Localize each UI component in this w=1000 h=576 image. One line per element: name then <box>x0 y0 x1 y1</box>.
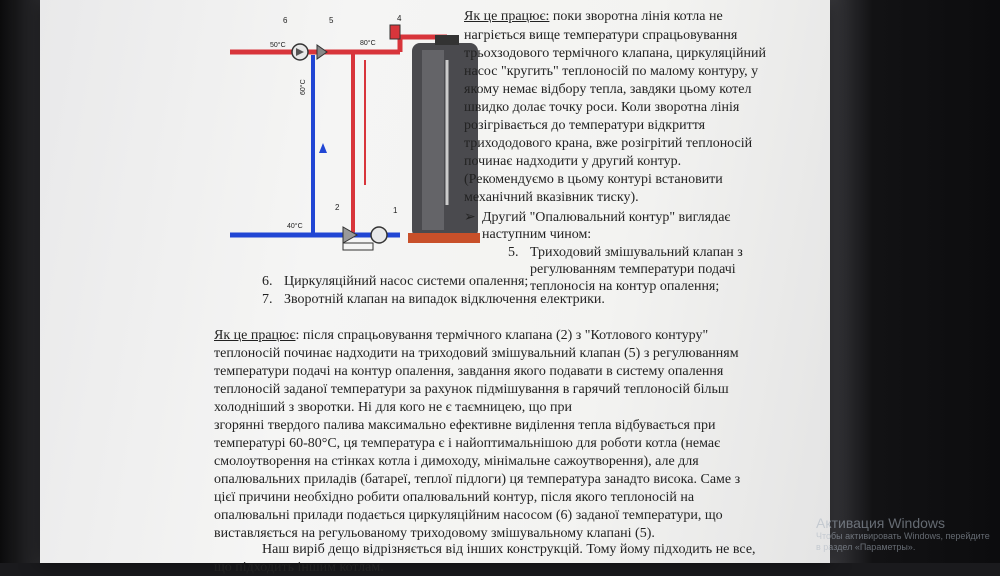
pump-1 <box>371 227 387 243</box>
bypass-box <box>343 243 373 250</box>
list-item-5-line-3: теплоносія на контур опалення; <box>530 279 720 294</box>
text-line: трьохзодового термічного клапана, циркуляційний <box>464 46 766 61</box>
text-line: починає надходити у другий контур. <box>464 154 682 169</box>
mixing-valve-5 <box>317 45 327 59</box>
label-1: 1 <box>393 206 398 215</box>
right-background <box>830 0 1000 563</box>
valve-4 <box>390 25 400 39</box>
para2-line: теплоносій починає надходити на триходовий змішувальний клапан (5) з регулюванням <box>214 346 739 361</box>
para2-line: температури подачі на контур опалення, завдання якого подавати в систему опалення <box>214 364 724 379</box>
label-40c: 40°C <box>287 223 303 230</box>
para2-line: виставляється на регульованому триходовому змішувальному клапані (5). <box>214 526 655 541</box>
para3-line-2: що підходить іншим котлам. <box>214 560 384 575</box>
label-5: 5 <box>329 16 334 25</box>
boiler-base <box>408 233 480 243</box>
text-line: швидко долає точку роси. Коли зворотна лінія <box>464 100 740 115</box>
how-it-works-1: Як це працює: поки зворотна лінія котла не <box>464 9 723 24</box>
document-page <box>40 0 830 575</box>
how-it-works-heading: Як це працює: <box>464 9 550 24</box>
boiler-chimney <box>435 35 459 45</box>
para2-line: холодніший з зворотки. Ні для кого не є таємницею, що при <box>214 400 572 415</box>
para2-line: температурі 60-80°С, ця температура є і найоптимальнішою для роботи котла (немає <box>214 436 721 451</box>
list-item-7: Зворотній клапан на випадок відключення електрики. <box>284 292 605 307</box>
label-4: 4 <box>397 14 402 23</box>
text-line: якому немає відбору тепла, завдяки цьому котел <box>464 82 752 97</box>
text-line: трихододового крана, вже розігрітий теплоносій <box>464 136 753 151</box>
list-num-7: 7. <box>262 292 273 307</box>
windows-activation-watermark <box>816 515 996 553</box>
text-line: нагріється вище температури спрацьовування <box>464 28 738 43</box>
list-num-6: 6. <box>262 274 273 289</box>
flow-arrow <box>319 143 327 153</box>
label-6: 6 <box>283 16 288 25</box>
label-50c: 50°C <box>270 42 286 49</box>
para2-heading: Як це працює <box>214 328 296 343</box>
bullet-line-2: наступним чином: <box>482 227 592 242</box>
label-80c: 80°C <box>360 40 376 47</box>
label-2: 2 <box>335 203 340 212</box>
text-line: механічний вказівник тиску). <box>464 190 639 205</box>
para2-line: опалювальні прилади подається циркуляційним насосом (6) заданої температури, що <box>214 508 723 523</box>
text-line: (Рекомендуємо в цьому контурі встановити <box>464 172 723 187</box>
left-background <box>0 0 40 563</box>
list-item-6: Циркуляційний насос системи опалення; <box>284 274 529 289</box>
boiler-highlight <box>422 50 444 230</box>
para2-line-0: Як це працює: після спрацьовування термічного клапана (2) з "Котлового контуру" <box>214 328 709 343</box>
label-60c: 60°C <box>300 79 307 95</box>
text-line: розігрівається до температури відкриття <box>464 118 706 133</box>
watermark-subtitle: Чтобы активировать Windows, перейдите в раздел «Параметры». <box>816 531 990 552</box>
para2-line: згорянні твердого палива максимально ефективне виділення тепла відбувається при <box>214 418 716 433</box>
watermark-title: Активация Windows <box>816 515 946 531</box>
para2-line: опалювальних приладів (батареї, теплої підлоги) ця температура занадто висока. Саме з <box>214 472 741 487</box>
bullet-line-1: Другий "Опалювальний контур" виглядає <box>482 210 731 225</box>
list-item-5-line-2: регулюванням температури подачі <box>530 262 736 277</box>
para2-line: цієї причини необхідно робити опалювальний контур, після якого теплоносій на <box>214 490 695 505</box>
para2-line: смолоутворення на стінках котла і димоходу, мінімальне сажоутворення), але для <box>214 454 699 469</box>
para3-line-1: Наш виріб дещо відрізняється від інших конструкцій. Тому йому підходить не все, <box>262 542 756 557</box>
list-item-5-line-1: Триходовий змішувальний клапан з <box>530 245 743 260</box>
para2-line: теплоносій заданої температури за рахунок підмішування в гарячий теплоносій більш <box>214 382 729 397</box>
bullet-marker: ➢ <box>464 210 476 225</box>
list-num-5: 5. <box>508 245 519 260</box>
text-line: насос "кругить" теплоносій по малому контуру, у <box>464 64 759 79</box>
